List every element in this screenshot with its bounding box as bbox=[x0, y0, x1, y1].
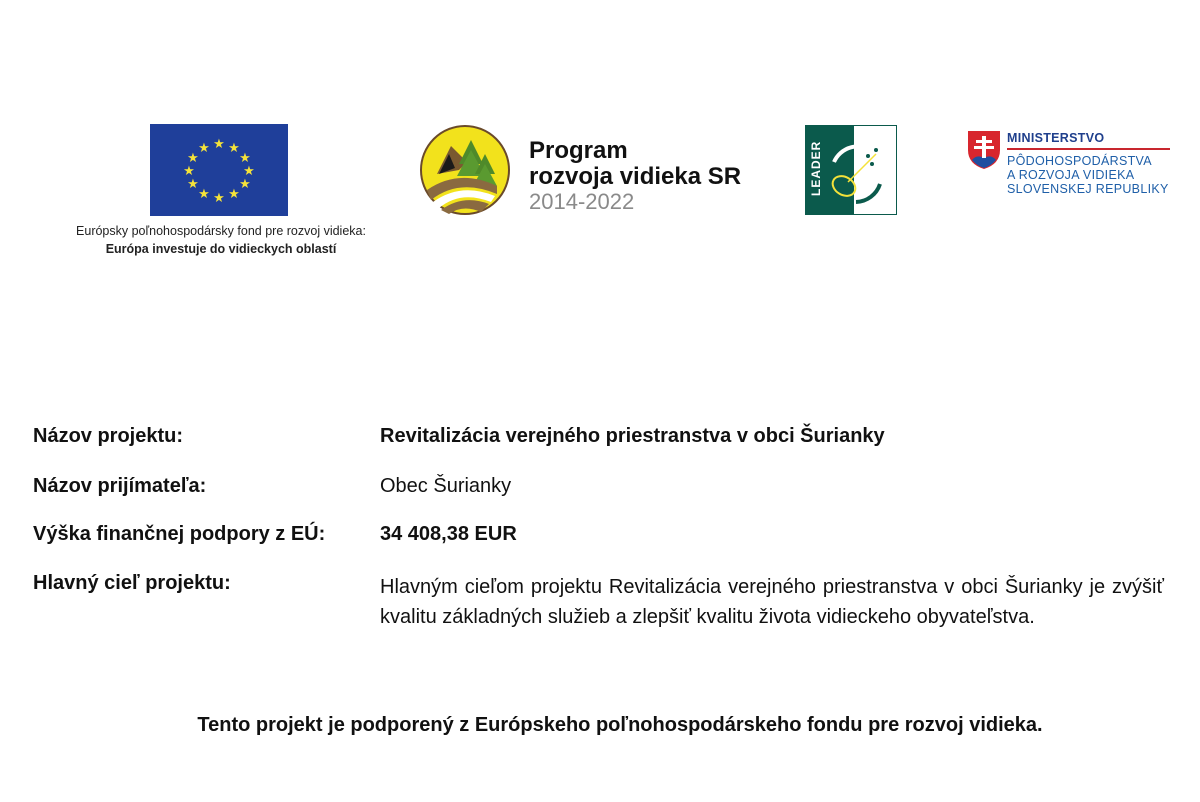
prv-logo bbox=[419, 124, 511, 216]
project-name-value: Revitalizácia verejného priestranstva v obci Šurianky bbox=[380, 425, 885, 447]
svg-text:★: ★ bbox=[243, 163, 255, 178]
eu-caption-line1: Európsky poľnohospodársky fond pre rozvoj vidieka: bbox=[76, 224, 366, 238]
main-goal-value: Hlavným cieľom projektu Revitalizácia verejného priestranstva v obci Šurianky je zvýšiť kvalitu základných služieb a zlepšiť kvalitu života vidieckeho obyvateľstva. bbox=[380, 576, 1164, 628]
funding-statement: Tento projekt je podporený z Európskeho poľnohospodárskeho fondu pre rozvoj vidieka. bbox=[197, 714, 1043, 736]
svg-text:★: ★ bbox=[187, 150, 199, 165]
eu-flag-logo bbox=[150, 124, 288, 216]
eu-support-label: Výška finančnej podpory z EÚ: bbox=[33, 523, 326, 545]
svg-text:★: ★ bbox=[213, 136, 225, 151]
ministry-line1: PÔDOHOSPODÁRSTVA bbox=[1007, 154, 1152, 168]
eu-stars-icon bbox=[150, 124, 288, 216]
recipient-value: Obec Šurianky bbox=[380, 475, 512, 497]
ministry-title: MINISTERSTVO bbox=[1007, 131, 1105, 145]
ministry-subtitle bbox=[1007, 154, 1169, 196]
svg-text:★: ★ bbox=[187, 176, 199, 191]
svg-text:★: ★ bbox=[198, 186, 210, 201]
svg-text:LEADER: LEADER bbox=[809, 140, 823, 196]
prv-title bbox=[529, 138, 741, 214]
svg-text:★: ★ bbox=[183, 163, 195, 178]
leader-emblem-icon bbox=[806, 126, 896, 214]
leader-logo bbox=[805, 125, 897, 215]
landscape-icon bbox=[419, 124, 511, 216]
svg-text:★: ★ bbox=[228, 186, 240, 201]
eu-caption bbox=[40, 222, 402, 258]
ministry-coat-of-arms bbox=[967, 130, 1001, 175]
prv-years: 2014-2022 bbox=[529, 189, 635, 214]
svg-text:★: ★ bbox=[198, 140, 210, 155]
eu-caption-line2: Európa investuje do vidieckych oblastí bbox=[105, 242, 337, 256]
ministry-line2: A ROZVOJA VIDIEKA bbox=[1007, 168, 1135, 182]
svg-text:★: ★ bbox=[239, 176, 251, 191]
recipient-label: Názov prijímateľa: bbox=[33, 475, 207, 497]
svg-text:★: ★ bbox=[228, 140, 240, 155]
eu-support-value: 34 408,38 EUR bbox=[380, 523, 517, 545]
prv-title-line1: Program bbox=[529, 137, 628, 164]
project-name-label: Názov projektu: bbox=[33, 425, 184, 447]
svg-text:★: ★ bbox=[213, 190, 225, 205]
ministry-line3: SLOVENSKEJ REPUBLIKY bbox=[1007, 182, 1169, 196]
ministry-divider bbox=[1007, 148, 1170, 150]
main-goal-label: Hlavný cieľ projektu: bbox=[33, 572, 231, 594]
slovak-shield-icon bbox=[967, 130, 1001, 170]
svg-text:★: ★ bbox=[239, 150, 251, 165]
prv-title-line2: rozvoja vidieka SR bbox=[529, 163, 742, 190]
